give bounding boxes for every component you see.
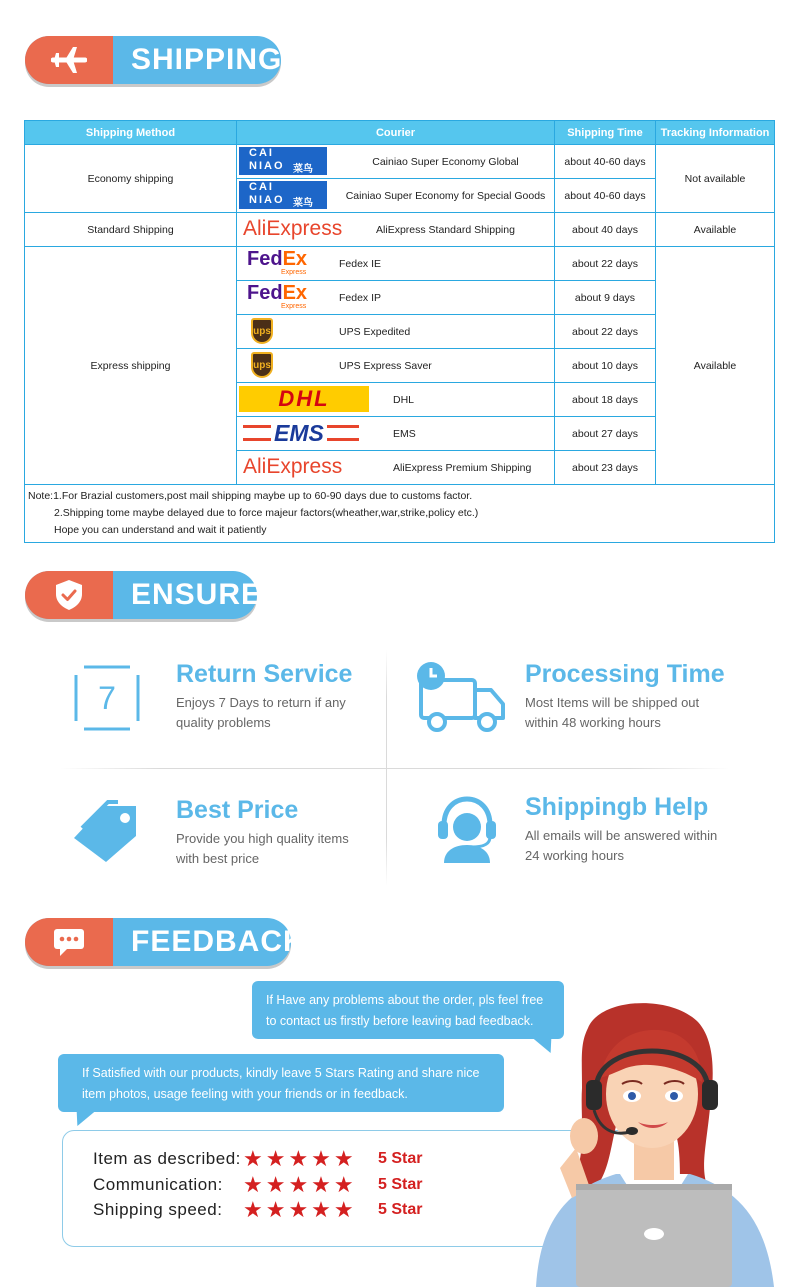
header-tracking-information: Tracking Information xyxy=(656,121,775,145)
courier-cell xyxy=(237,315,555,349)
courier-name: Fedex IP xyxy=(339,291,382,304)
star-rating: ★★★★★ xyxy=(243,1146,357,1171)
courier-cell xyxy=(237,179,555,213)
airplane-icon xyxy=(25,36,113,84)
rating-value: 5 Star xyxy=(378,1201,423,1218)
courier-name: UPS Expedited xyxy=(339,325,411,338)
speech-bubble-satisfied xyxy=(58,1054,504,1112)
bubble-text: to contact us firstly before leaving bad feedback. xyxy=(266,1014,534,1028)
bubble-text: item photos, usage feeling with your friends or in feedback. xyxy=(82,1087,408,1101)
header-shipping-time: Shipping Time xyxy=(555,121,656,145)
truck-clock-icon xyxy=(417,662,509,739)
tracking-cell: Available xyxy=(656,247,775,485)
calendar-number: 7 xyxy=(98,680,116,716)
ems-text: EMS xyxy=(271,420,327,446)
star-rating: ★★★★★ xyxy=(243,1197,357,1222)
note-line: 2.Shipping tome maybe delayed due to force majeur factors(wheather,war,strike,policy etc.) xyxy=(54,507,479,519)
cainiao-logo xyxy=(239,147,327,175)
ensure-desc-line: with best price xyxy=(176,851,260,866)
courier-name: DHL xyxy=(393,393,415,406)
courier-name: UPS Express Saver xyxy=(339,359,432,372)
ensure-desc-text xyxy=(176,693,396,733)
ensure-desc-line: 24 working hours xyxy=(525,848,624,863)
shipping-table xyxy=(24,120,775,543)
price-tag-icon xyxy=(70,798,146,869)
courier-name: AliExpress Premium Shipping xyxy=(393,461,532,474)
rating-label: Shipping speed: xyxy=(93,1200,223,1219)
ensure-section-header xyxy=(25,571,263,619)
shipping-time-cell: about 22 days xyxy=(555,315,656,349)
fedex-sub: Express xyxy=(281,303,307,310)
ensure-desc-line: within 48 working hours xyxy=(525,715,661,730)
header-shipping-method: Shipping Method xyxy=(25,121,237,145)
headset-icon xyxy=(436,795,498,870)
courier-cell xyxy=(237,349,555,383)
ensure-title-text: Best Price xyxy=(176,796,299,824)
rating-row xyxy=(93,1147,422,1171)
shipping-time-cell: about 40-60 days xyxy=(555,145,656,179)
aliexpress-logo xyxy=(239,453,343,481)
rating-row xyxy=(93,1198,422,1222)
bubble-text: If Satisfied with our products, kindly leave 5 Stars Rating and share nice xyxy=(82,1066,480,1080)
dhl-text: DHL xyxy=(278,386,330,411)
courier-name: EMS xyxy=(393,427,416,440)
ensure-desc-text xyxy=(525,693,765,733)
ensure-desc-line: Provide you high quality items xyxy=(176,831,349,846)
courier-cell xyxy=(237,451,555,485)
method-cell: Express shipping xyxy=(25,247,237,485)
ems-logo xyxy=(239,419,359,447)
courier-name: Fedex IE xyxy=(339,257,382,270)
bubble-tail xyxy=(67,1110,96,1126)
courier-cell xyxy=(237,213,555,247)
shipping-title: SHIPPING xyxy=(131,43,283,76)
shipping-section-header xyxy=(25,36,281,84)
rating-label: Item as described: xyxy=(93,1149,241,1168)
note-line: Hope you can understand and wait it patiently xyxy=(54,524,267,536)
feedback-title: FEEDBACK xyxy=(131,925,306,958)
rating-value: 5 Star xyxy=(378,1176,423,1193)
table-row xyxy=(25,213,775,247)
calendar-icon xyxy=(74,665,140,731)
shipping-time-cell: about 27 days xyxy=(555,417,656,451)
fedex-fed: Fed xyxy=(247,248,283,270)
shipping-time-cell: about 9 days xyxy=(555,281,656,315)
cainiao-logo-text: CAI xyxy=(249,147,274,159)
ensure-title: ENSURE xyxy=(131,578,263,611)
shield-check-icon xyxy=(25,571,113,619)
courier-cell xyxy=(237,281,555,315)
table-row xyxy=(25,485,775,543)
ensure-desc-line: All emails will be answered within xyxy=(525,828,718,843)
customer-service-illustration xyxy=(530,998,792,1287)
cainiao-logo-cn: 菜鸟 xyxy=(293,198,313,209)
fedex-ex: Ex xyxy=(282,248,308,270)
table-header-row xyxy=(25,121,775,145)
fedex-fed: Fed xyxy=(247,282,283,304)
feedback-section-header xyxy=(25,918,306,966)
shipping-time-cell: about 10 days xyxy=(555,349,656,383)
shipping-time-cell: about 40 days xyxy=(555,213,656,247)
shipping-time-cell: about 40-60 days xyxy=(555,179,656,213)
ups-shield: ups xyxy=(251,352,273,378)
rating-row xyxy=(93,1173,422,1197)
ensure-title-text: Return Service xyxy=(176,660,353,688)
chat-bubble-icon xyxy=(25,918,113,966)
shipping-time-cell: about 22 days xyxy=(555,247,656,281)
tracking-cell: Not available xyxy=(656,145,775,213)
ups-logo xyxy=(239,317,327,345)
fedex-sub: Express xyxy=(281,269,307,276)
courier-cell xyxy=(237,383,555,417)
cainiao-logo-text: NIAO xyxy=(249,194,285,206)
cainiao-logo-text: CAI xyxy=(249,181,274,193)
ensure-desc-line: quality problems xyxy=(176,715,271,730)
cainiao-logo-cn: 菜鸟 xyxy=(293,164,313,175)
ensure-desc-text xyxy=(525,826,765,866)
courier-name: Cainiao Super Economy Global xyxy=(372,155,519,168)
method-cell: Economy shipping xyxy=(25,145,237,213)
courier-cell xyxy=(237,247,555,281)
ensure-desc-line: Enjoys 7 Days to return if any xyxy=(176,695,346,710)
header-courier: Courier xyxy=(237,121,555,145)
ensure-desc-line: Most Items will be shipped out xyxy=(525,695,700,710)
fedex-logo xyxy=(239,249,327,277)
method-cell: Standard Shipping xyxy=(25,213,237,247)
ensure-title-text: Processing Time xyxy=(525,660,725,688)
speech-bubble-problems xyxy=(252,981,564,1039)
table-row xyxy=(25,145,775,179)
courier-cell xyxy=(237,145,555,179)
cainiao-logo xyxy=(239,181,327,209)
shipping-time-cell: about 18 days xyxy=(555,383,656,417)
notes-cell xyxy=(25,485,775,543)
ups-shield: ups xyxy=(251,318,273,344)
shipping-time-cell: about 23 days xyxy=(555,451,656,485)
fedex-ex: Ex xyxy=(282,282,308,304)
note-line: Note:1.For Brazial customers,post mail shipping maybe up to 60-90 days due to customs factor. xyxy=(28,490,473,502)
cainiao-logo-text: NIAO xyxy=(249,160,285,172)
star-rating: ★★★★★ xyxy=(243,1172,357,1197)
bubble-text: If Have any problems about the order, pls feel free xyxy=(266,993,544,1007)
tracking-cell: Available xyxy=(656,213,775,247)
courier-name: Cainiao Super Economy for Special Goods xyxy=(345,189,546,202)
aliexpress-logo xyxy=(239,215,343,243)
fedex-logo xyxy=(239,283,327,311)
ensure-title-text: Shippingb Help xyxy=(525,793,709,821)
courier-cell xyxy=(237,417,555,451)
aliexpress-logo-text: AliExpress xyxy=(243,455,343,478)
dhl-logo xyxy=(239,385,369,413)
courier-name: AliExpress Standard Shipping xyxy=(376,223,515,236)
ups-logo xyxy=(239,351,327,379)
ensure-divider-horizontal xyxy=(60,768,730,769)
table-row xyxy=(25,247,775,281)
rating-label: Communication: xyxy=(93,1175,223,1194)
aliexpress-logo-text: AliExpress xyxy=(243,217,343,240)
rating-value: 5 Star xyxy=(378,1150,423,1167)
ensure-desc-text xyxy=(176,829,396,869)
